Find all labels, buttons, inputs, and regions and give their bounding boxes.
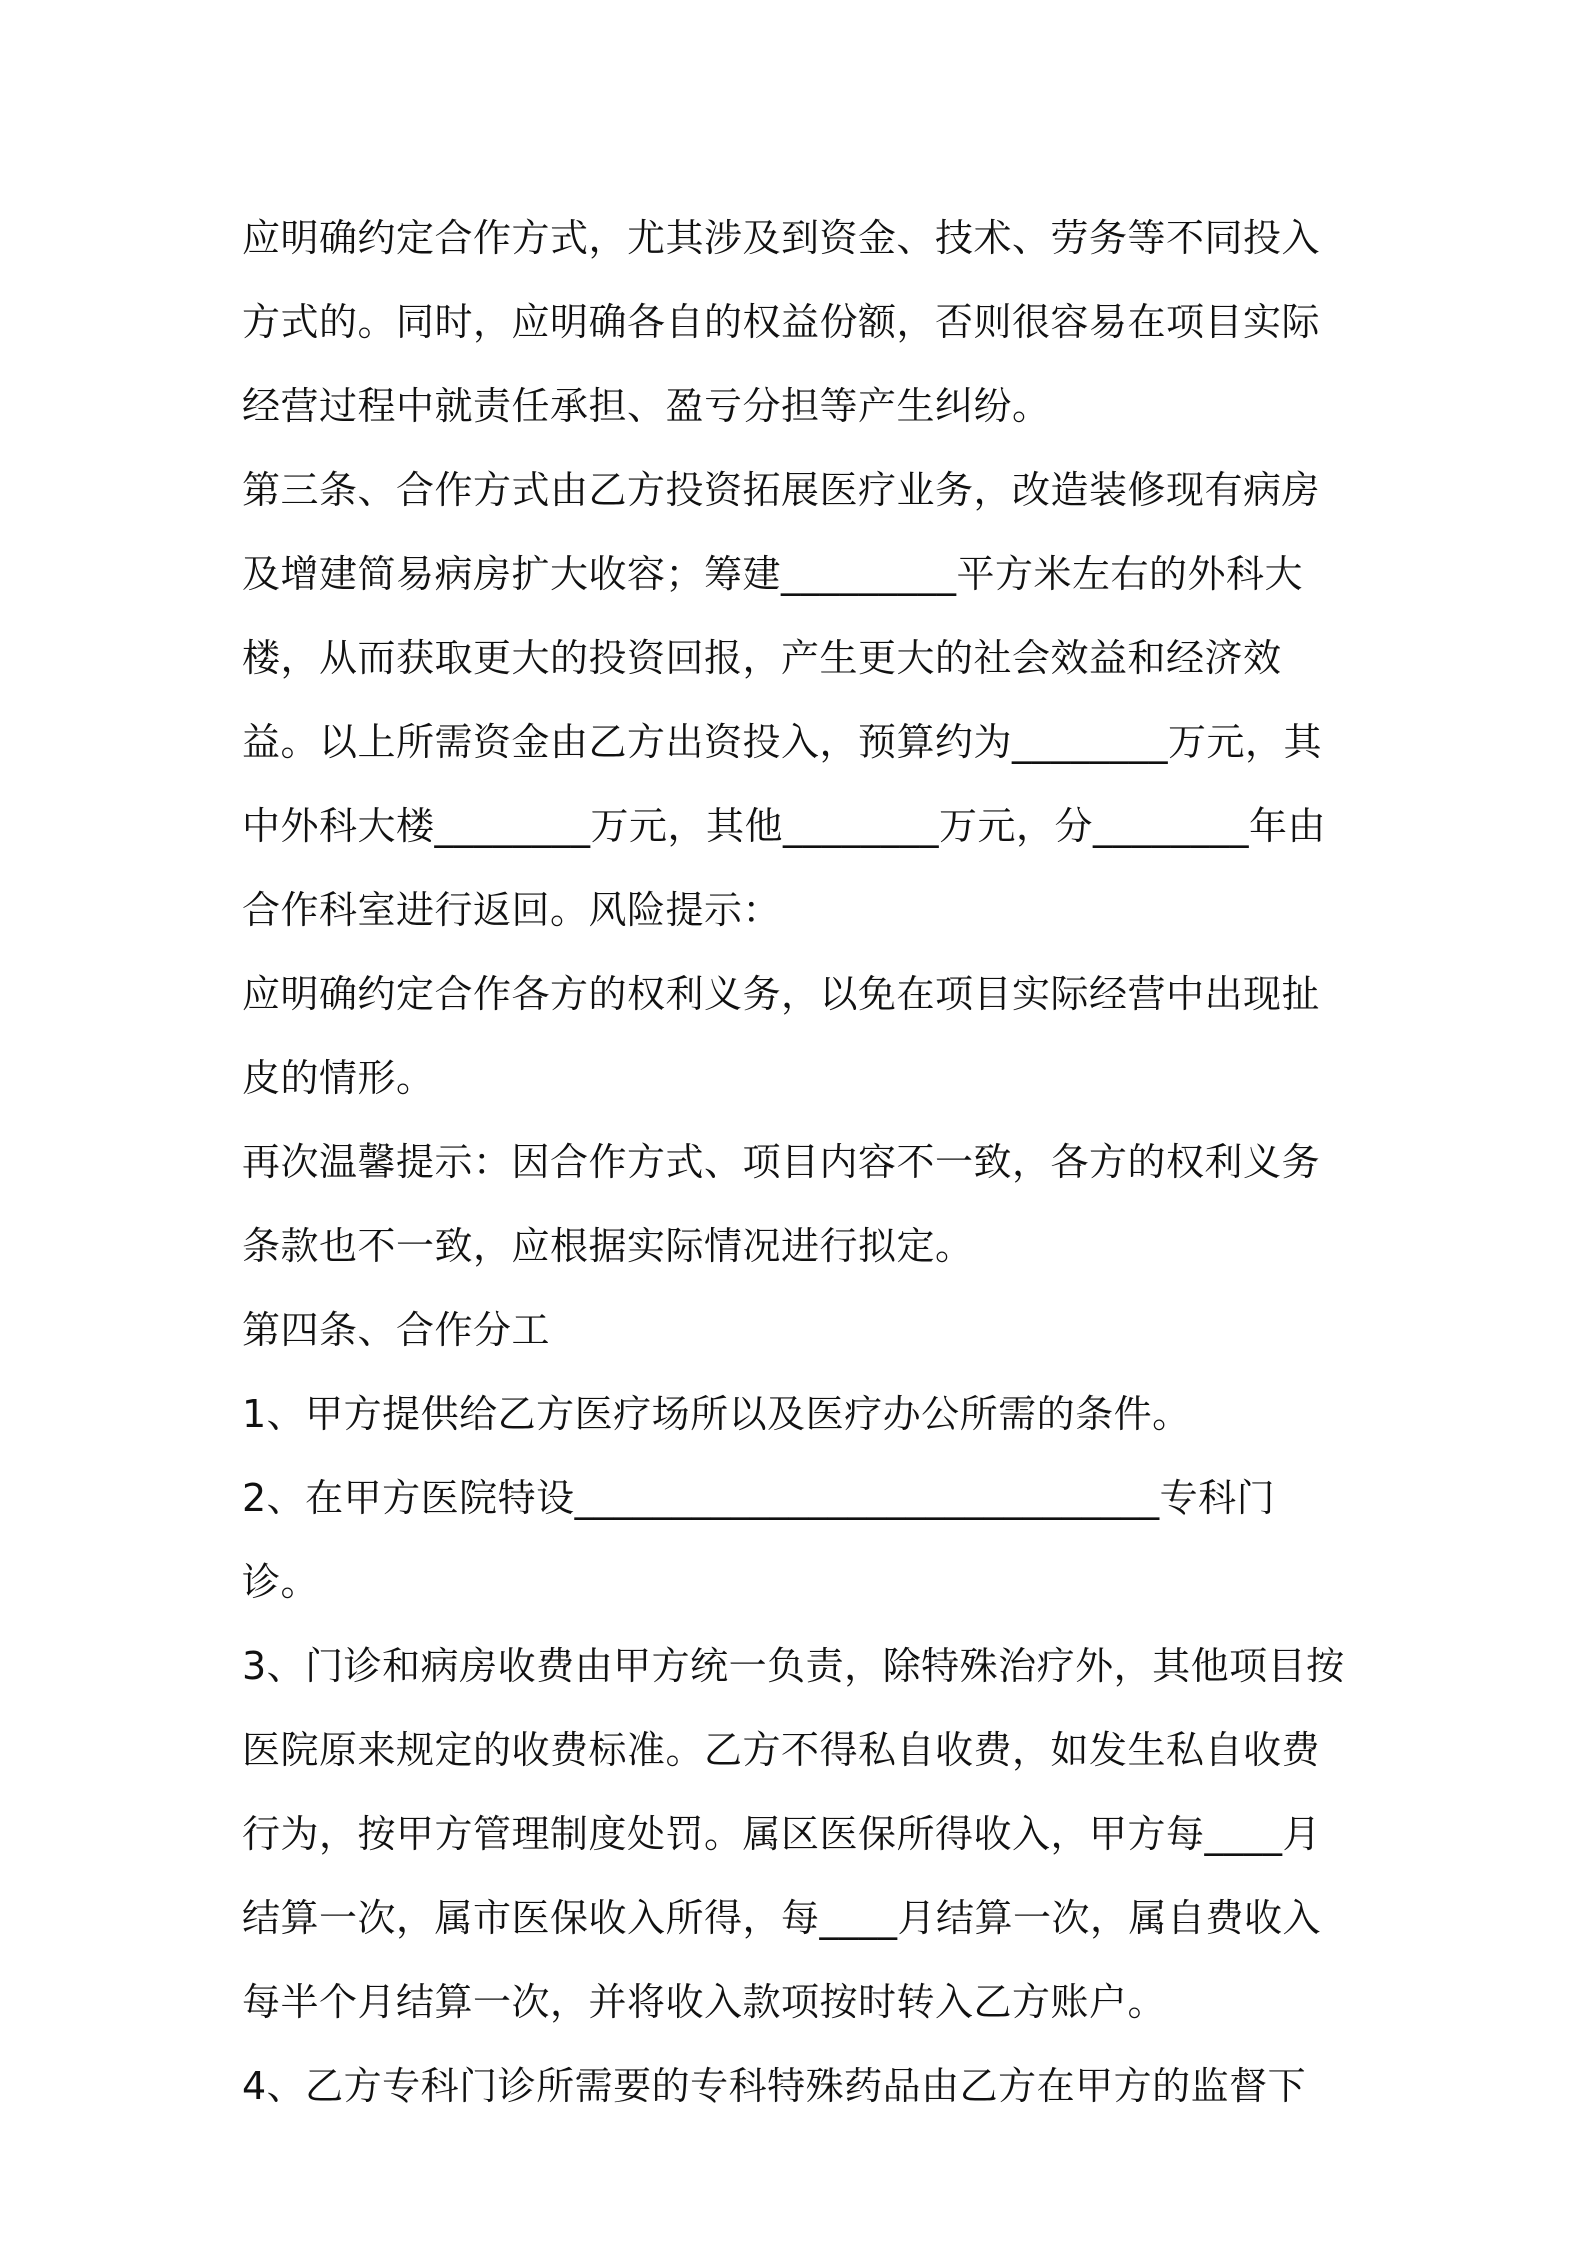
paragraph-risk-note-cooperation-method: 应明确约定合作方式，尤其涉及到资金、技术、劳务等不同投入方式的。同时，应明确各自的权益份额，否则很容易在项目实际经营过程中就责任承担、盈亏分担等产生纠纷。 [242,216,1321,428]
paragraph-item-2: 2、在甲方医院特设______________________________专科门诊。 [242,1476,1276,1604]
paragraph-reminder: 再次温馨提示：因合作方式、项目内容不一致，各方的权利义务条款也不一致，应根据实际情况进行拟定。 [242,1140,1321,1268]
paragraph-article-4-heading: 第四条、合作分工 [242,1308,551,1352]
paragraph-item-4: 4、乙方专科门诊所需要的专科特殊药品由乙方在甲方的监督下 [242,2064,1307,2108]
paragraph-item-3: 3、门诊和病房收费由甲方统一负责，除特殊治疗外，其他项目按医院原来规定的收费标准。乙方不得私自收费，如发生私自收费行为，按甲方管理制度处罚。属区医保所得收入，甲方每____月结算一次，属市医保收入所得，每____月结算一次，属自费收入每半个月结算一次，并将收入款项按时转入乙方账户。 [242,1644,1345,2024]
paragraph-risk-note-rights-obligations: 应明确约定合作各方的权利义务，以免在项目实际经营中出现扯皮的情形。 [242,972,1321,1100]
document-body [242,196,1352,2128]
paragraph-item-1: 1、甲方提供给乙方医疗场所以及医疗办公所需的条件。 [242,1392,1191,1436]
paragraph-article-3-cooperation-method: 第三条、合作方式由乙方投资拓展医疗业务，改造装修现有病房及增建简易病房扩大收容；筹建_________平方米左右的外科大楼，从而获取更大的投资回报，产生更大的社会效益和经济效益。以上所需资金由乙方出资投入，预算约为________万元，其中外科大楼________万元，其他________万元，分________年由合作科室进行返回。风险提示： [242,468,1327,932]
